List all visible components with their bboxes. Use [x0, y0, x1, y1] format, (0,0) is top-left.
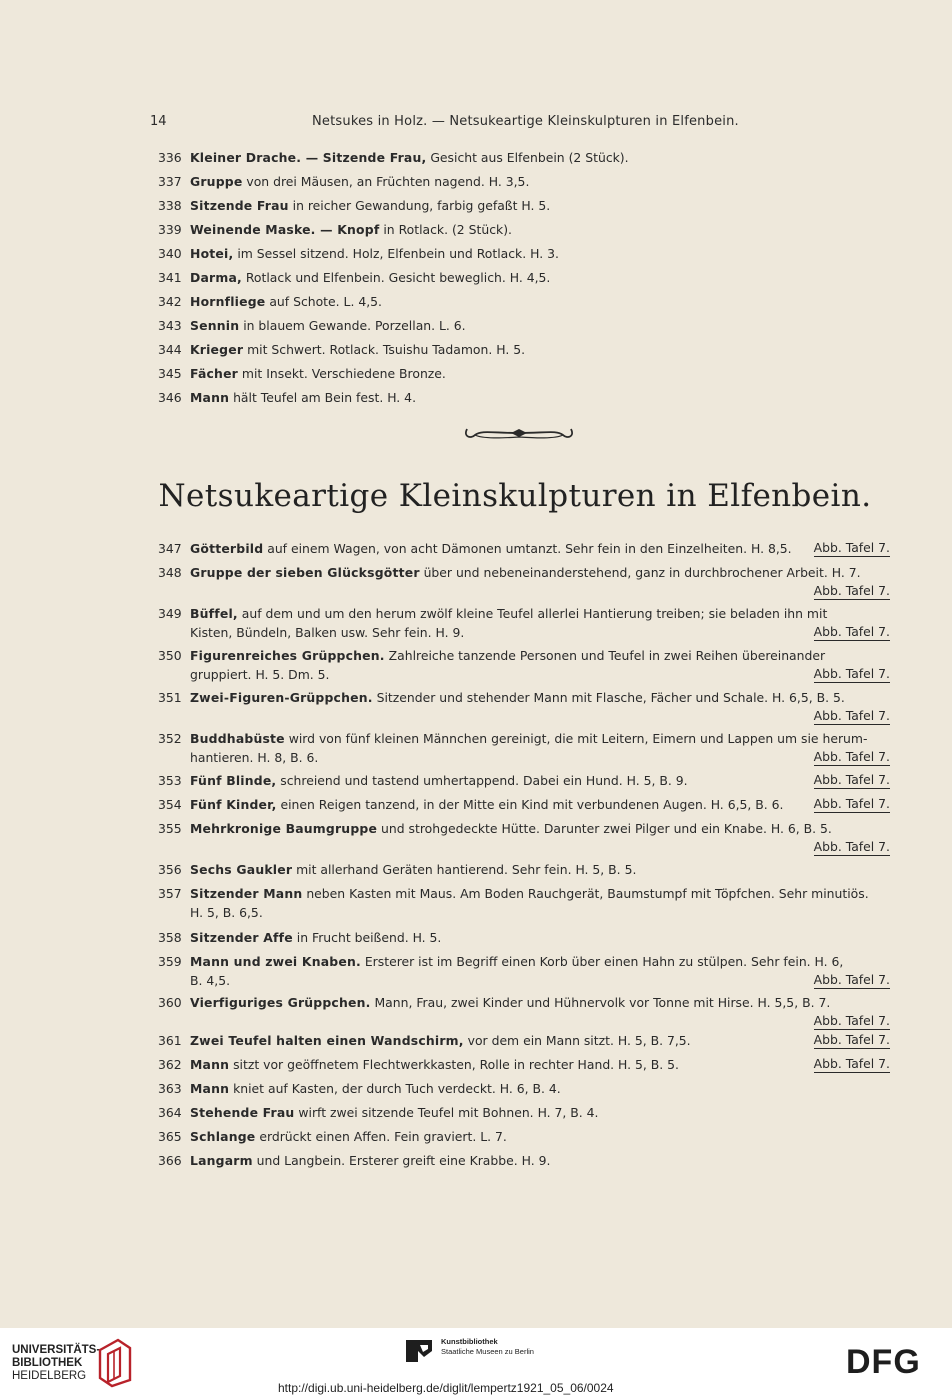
dfg-logo[interactable]: DFG — [846, 1343, 921, 1381]
entry-title: Gruppe — [190, 174, 243, 189]
entry-number: 353 — [158, 773, 182, 788]
entry-description: hält Teufel am Bein fest. H. 4. — [229, 390, 417, 405]
entry-continuation: H. 5, B. 6,5. — [190, 905, 263, 920]
catalog-entry — [150, 1151, 890, 1170]
entry-description: schreiend und tastend umhertappend. Dabei ein Hund. H. 5, B. 9. — [276, 773, 688, 788]
ub-line-2: BIBLIOTHEK — [12, 1357, 83, 1369]
entry-number: 343 — [158, 318, 182, 333]
plate-reference: Abb. Tafel 7. — [813, 624, 890, 639]
entry-description: mit allerhand Geräten hantierend. Sehr fein. H. 5, B. 5. — [292, 862, 637, 877]
entry-description: einen Reigen tanzend, in der Mitte ein Kind mit verbundenen Augen. H. 6,5, B. 6. — [276, 797, 784, 812]
entry-description: Rotlack und Elfenbein. Gesicht beweglich. H. 4,5. — [241, 270, 551, 285]
entry-number: 350 — [158, 648, 182, 663]
entry-title: Zwei Teufel halten einen Wandschirm, — [190, 1033, 464, 1048]
entry-title: Kleiner Drache. — Sitzende Frau, — [190, 150, 427, 165]
entry-number: 344 — [158, 342, 182, 357]
entry-description: und strohgedeckte Hütte. Darunter zwei Pilger und ein Knabe. H. 6, B. 5. — [377, 821, 832, 836]
entry-title: Zwei-Figuren-Grüppchen. — [190, 690, 373, 705]
catalog-entry — [150, 1079, 890, 1098]
entry-number: 345 — [158, 366, 182, 381]
entry-number: 339 — [158, 222, 182, 237]
entry-title: Krieger — [190, 342, 244, 357]
catalog-entry — [150, 819, 890, 854]
entry-description: mit Insekt. Verschiedene Bronze. — [237, 366, 446, 381]
page-number: 14 — [150, 114, 167, 129]
entry-number: 361 — [158, 1033, 182, 1048]
catalog-entry — [150, 388, 890, 407]
catalog-entry — [150, 364, 890, 383]
entry-title: Stehende Frau — [190, 1105, 295, 1120]
entry-number: 342 — [158, 294, 182, 309]
catalog-entry — [150, 952, 890, 990]
entry-title: Schlange — [190, 1129, 256, 1144]
kunstbibliothek-wordmark — [441, 1337, 534, 1357]
entry-description: in Frucht beißend. H. 5. — [292, 930, 442, 945]
entry-number: 347 — [158, 541, 182, 556]
plate-reference: Abb. Tafel 7. — [813, 772, 890, 787]
entry-number: 357 — [158, 886, 182, 901]
entry-description: Sitzender und stehender Mann mit Flasche, Fächer und Schale. H. 6,5, B. 5. — [372, 690, 845, 705]
entry-number: 346 — [158, 390, 182, 405]
entry-title: Darma, — [190, 270, 242, 285]
plate-reference: Abb. Tafel 7. — [813, 708, 890, 723]
entry-title: Fünf Kinder, — [190, 797, 277, 812]
viewer-footer — [0, 1328, 952, 1397]
plate-reference: Abb. Tafel 7. — [813, 583, 890, 598]
catalog-entry — [150, 1031, 890, 1050]
entry-description: über und nebeneinanderstehend, ganz in durchbrochener Arbeit. H. 7. — [419, 565, 861, 580]
entry-number: 355 — [158, 821, 182, 836]
ub-line-1: UNIVERSITÄTS- — [12, 1344, 101, 1356]
plate-reference: Abb. Tafel 7. — [813, 1013, 890, 1028]
entry-description: Gesicht aus Elfenbein (2 Stück). — [426, 150, 629, 165]
entry-title: Sennin — [190, 318, 240, 333]
entry-description: auf Schote. L. 4,5. — [265, 294, 382, 309]
entry-description: und Langbein. Ersterer greift eine Krabbe. H. 9. — [252, 1153, 551, 1168]
entry-number: 338 — [158, 198, 182, 213]
plate-reference: Abb. Tafel 7. — [813, 839, 890, 854]
ub-heidelberg-wordmark[interactable] — [12, 1344, 100, 1383]
plate-reference: Abb. Tafel 7. — [813, 1032, 890, 1047]
plate-reference: Abb. Tafel 7. — [813, 972, 890, 987]
plate-reference: Abb. Tafel 7. — [813, 1056, 890, 1071]
entry-title: Mann — [190, 1057, 230, 1072]
entry-description: sitzt vor geöffnetem Flechtwerkkasten, Rolle in rechter Hand. H. 5, B. 5. — [229, 1057, 679, 1072]
plate-reference: Abb. Tafel 7. — [813, 796, 890, 811]
entry-title: Götterbild — [190, 541, 264, 556]
entry-number: 363 — [158, 1081, 182, 1096]
entry-number: 351 — [158, 690, 182, 705]
catalog-entry — [150, 316, 890, 335]
catalog-entry — [150, 928, 890, 947]
entry-title: Buddhabüste — [190, 731, 285, 746]
section-divider-ornament — [463, 423, 575, 443]
entry-title: Mann — [190, 390, 230, 405]
entry-title: Sitzender Affe — [190, 930, 293, 945]
catalog-entry — [150, 646, 890, 684]
entry-title: Weinende Maske. — Knopf — [190, 222, 380, 237]
catalog-entry — [150, 1127, 890, 1146]
entry-number: 358 — [158, 930, 182, 945]
entry-number: 366 — [158, 1153, 182, 1168]
entry-number: 349 — [158, 606, 182, 621]
entry-number: 352 — [158, 731, 182, 746]
entry-title: Mann — [190, 1081, 230, 1096]
catalog-entry — [150, 860, 890, 879]
running-title: Netsukes in Holz. — Netsukeartige Kleinskulpturen in Elfenbein. — [312, 114, 739, 129]
entry-number: 365 — [158, 1129, 182, 1144]
entry-number: 364 — [158, 1105, 182, 1120]
entry-number: 341 — [158, 270, 182, 285]
entry-description: kniet auf Kasten, der durch Tuch verdeckt. H. 6, B. 4. — [229, 1081, 561, 1096]
ub-heidelberg-logo-icon[interactable] — [94, 1336, 134, 1388]
entry-number: 360 — [158, 995, 182, 1010]
entry-title: Sitzender Mann — [190, 886, 303, 901]
catalog-entry — [150, 993, 890, 1028]
kb-line-1: Kunstbibliothek — [441, 1337, 498, 1346]
entry-title: Mehrkronige Baumgruppe — [190, 821, 378, 836]
catalog-entry — [150, 1103, 890, 1122]
catalog-entry — [150, 196, 890, 215]
catalog-entry — [150, 340, 890, 359]
catalog-entry — [150, 172, 890, 191]
entry-number: 362 — [158, 1057, 182, 1072]
plate-reference: Abb. Tafel 7. — [813, 540, 890, 555]
plate-reference: Abb. Tafel 7. — [813, 749, 890, 764]
entry-title: Fünf Blinde, — [190, 773, 277, 788]
catalog-entry — [150, 220, 890, 239]
entry-description: in blauem Gewande. Porzellan. L. 6. — [239, 318, 466, 333]
entry-title: Gruppe der sieben Glücksgötter — [190, 565, 420, 580]
entry-title: Mann und zwei Knaben. — [190, 954, 361, 969]
entry-description: in Rotlack. (2 Stück). — [379, 222, 512, 237]
entry-continuation: Kisten, Bündeln, Balken usw. Sehr fein. H. 9. — [190, 625, 465, 640]
catalog-entry — [150, 244, 890, 263]
entry-number: 354 — [158, 797, 182, 812]
entry-description: erdrückt einen Affen. Fein graviert. L. 7. — [255, 1129, 507, 1144]
catalog-entry — [150, 539, 890, 558]
entry-description: Zahlreiche tanzende Personen und Teufel in zwei Reihen übereinander — [384, 648, 826, 663]
entry-description: auf einem Wagen, von acht Dämonen umtanzt. Sehr fein in den Einzelheiten. H. 8,5. — [263, 541, 792, 556]
entry-number: 356 — [158, 862, 182, 877]
entry-title: Sitzende Frau — [190, 198, 289, 213]
entry-description: wirft zwei sitzende Teufel mit Bohnen. H. 7, B. 4. — [294, 1105, 599, 1120]
permalink-url[interactable]: http://digi.ub.uni-heidelberg.de/diglit/lempertz1921_05_06/0024 — [278, 1381, 614, 1395]
entry-description: Mann, Frau, zwei Kinder und Hühnervolk vor Tonne mit Hirse. H. 5,5, B. 7. — [370, 995, 831, 1010]
entry-title: Langarm — [190, 1153, 253, 1168]
catalog-entry — [150, 884, 890, 922]
ub-line-3: HEIDELBERG — [12, 1370, 87, 1382]
entry-description: von drei Mäusen, an Früchten nagend. H. 3,5. — [242, 174, 530, 189]
entry-description: auf dem und um den herum zwölf kleine Teufel allerlei Hantierung treiben; sie beladen ihn mit — [237, 606, 828, 621]
entry-title: Sechs Gaukler — [190, 862, 293, 877]
catalog-entry — [150, 292, 890, 311]
entry-title: Hotei, — [190, 246, 234, 261]
entry-title: Büffel, — [190, 606, 238, 621]
entry-number: 348 — [158, 565, 182, 580]
entry-number: 337 — [158, 174, 182, 189]
entry-description: neben Kasten mit Maus. Am Boden Rauchgerät, Baumstumpf mit Töpfchen. Sehr minutiös. — [302, 886, 869, 901]
entry-title: Hornfliege — [190, 294, 266, 309]
entry-title: Fächer — [190, 366, 238, 381]
catalog-entry — [150, 604, 890, 642]
kunstbibliothek-logo-icon[interactable] — [404, 1337, 434, 1365]
entry-continuation: B. 4,5. — [190, 973, 231, 988]
entry-description: in reicher Gewandung, farbig gefaßt H. 5. — [288, 198, 551, 213]
catalog-entry — [150, 729, 890, 767]
plate-reference: Abb. Tafel 7. — [813, 666, 890, 681]
entry-title: Figurenreiches Grüppchen. — [190, 648, 385, 663]
section-heading: Netsukeartige Kleinskulpturen in Elfenbein. — [158, 478, 872, 514]
catalog-entry — [150, 563, 890, 598]
entry-description: im Sessel sitzend. Holz, Elfenbein und Rotlack. H. 3. — [233, 246, 559, 261]
entry-description: Ersterer ist im Begriff einen Korb über einen Hahn zu stülpen. Sehr fein. H. 6, — [360, 954, 844, 969]
entry-description: vor dem ein Mann sitzt. H. 5, B. 7,5. — [463, 1033, 691, 1048]
catalog-entry — [150, 795, 890, 814]
entry-title: Vierfiguriges Grüppchen. — [190, 995, 371, 1010]
entry-number: 359 — [158, 954, 182, 969]
catalog-entry — [150, 688, 890, 723]
entry-description: mit Schwert. Rotlack. Tsuishu Tadamon. H. 5. — [243, 342, 526, 357]
kb-line-2: Staatliche Museen zu Berlin — [441, 1347, 534, 1356]
entry-description: wird von fünf kleinen Männchen gereinigt, die mit Leitern, Eimern und Lappen um sie herum- — [284, 731, 868, 746]
entry-continuation: hantieren. H. 8, B. 6. — [190, 750, 319, 765]
entry-continuation: gruppiert. H. 5. Dm. 5. — [190, 667, 330, 682]
catalog-entry — [150, 148, 890, 167]
catalog-entry — [150, 1055, 890, 1074]
catalog-entry — [150, 268, 890, 287]
entry-number: 336 — [158, 150, 182, 165]
entry-number: 340 — [158, 246, 182, 261]
catalog-entry — [150, 771, 890, 790]
